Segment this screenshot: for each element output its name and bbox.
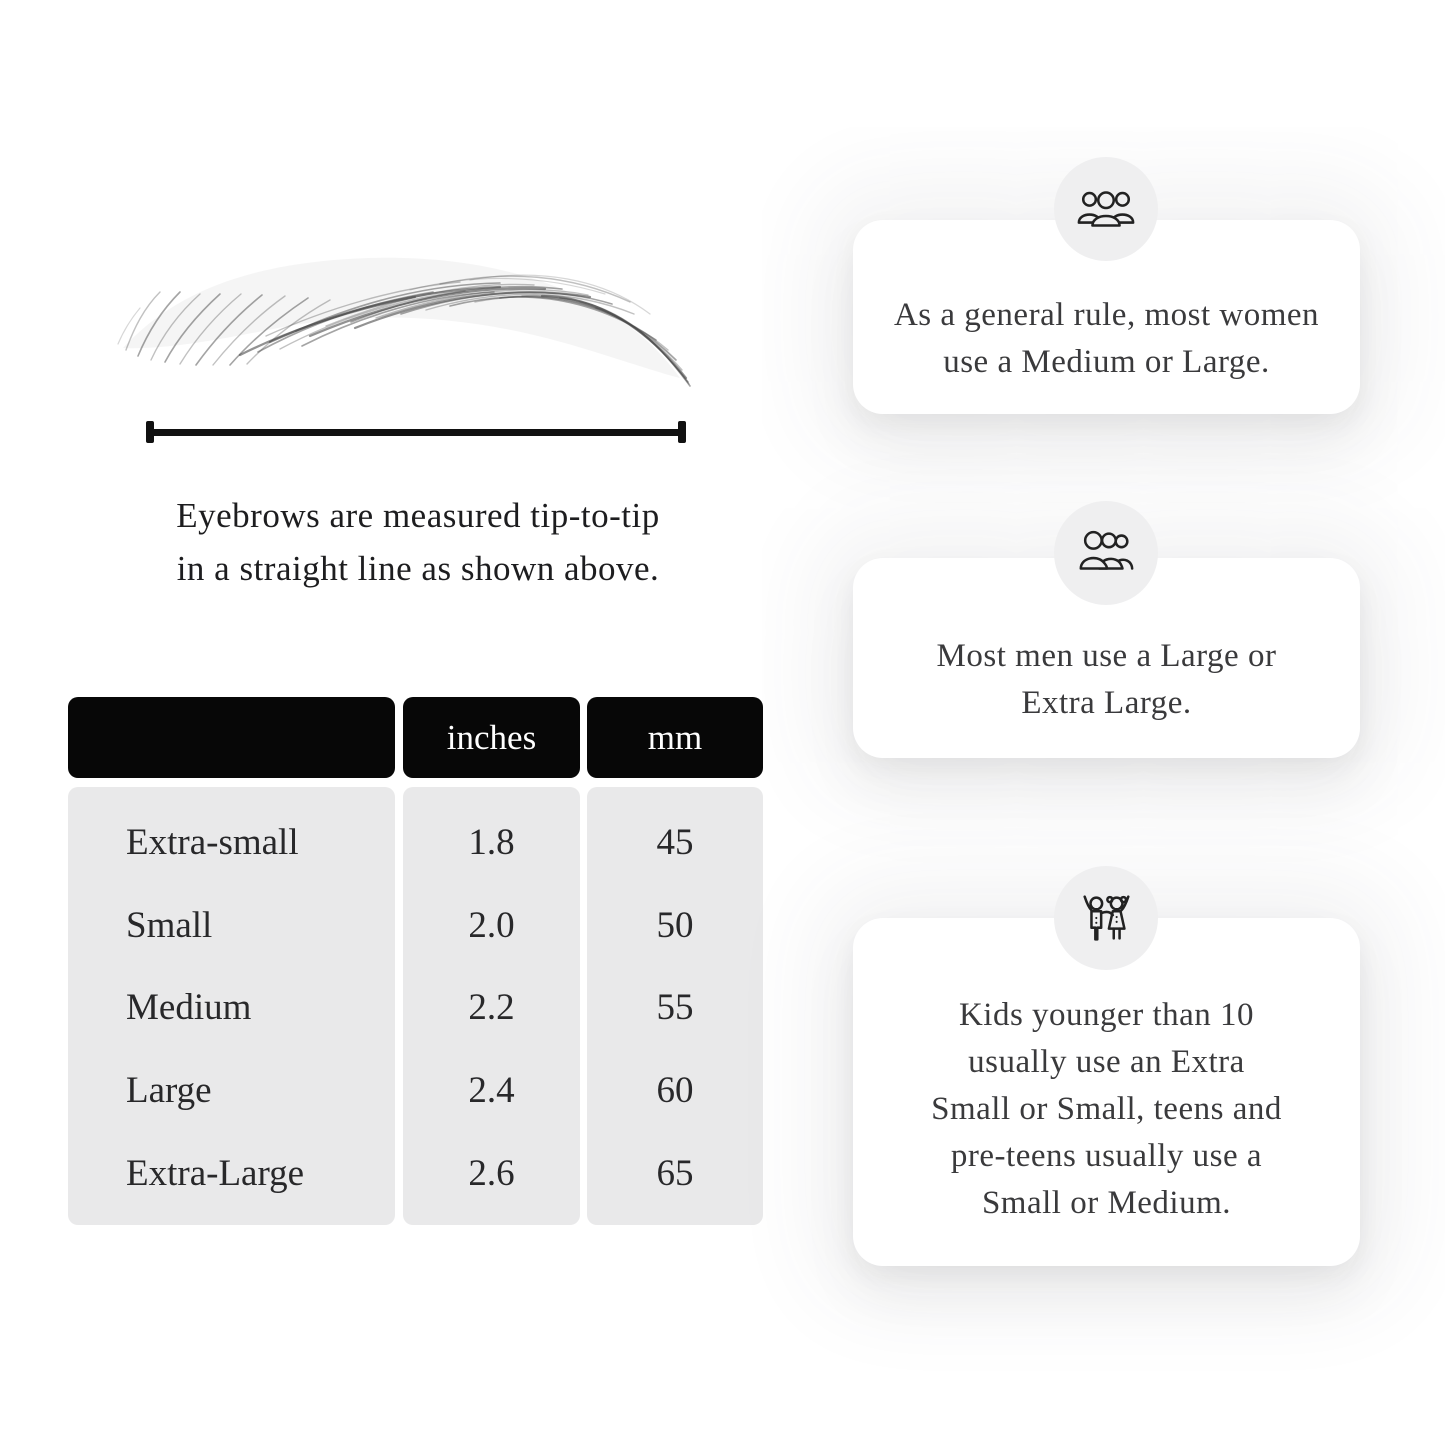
- table-cell-size: Medium: [126, 987, 252, 1029]
- table-header-inches: [403, 697, 580, 778]
- table-column-inches: [403, 787, 580, 1225]
- table-header-mm: [587, 697, 763, 778]
- table-cell-inches: 1.8: [468, 821, 515, 863]
- card-kids-line-3: Small or Small, teens and: [931, 1090, 1282, 1127]
- men-group-icon: [1075, 524, 1137, 582]
- table-cell-mm: 60: [656, 1070, 694, 1112]
- card-men-line-1: Most men use a Large or: [936, 638, 1277, 674]
- eyebrow-illustration: [108, 228, 698, 398]
- card-icon-circle-men: [1054, 501, 1158, 605]
- card-women-line-2: use a Medium or Large.: [943, 344, 1270, 380]
- caption-line-1: Eyebrows are measured tip-to-tip: [176, 496, 660, 535]
- kids-icon: [1075, 889, 1137, 947]
- card-icon-circle-women: [1054, 157, 1158, 261]
- card-text-men: [937, 589, 1277, 727]
- table-cell-inches: 2.0: [468, 904, 515, 946]
- card-women-line-1: As a general rule, most women: [893, 297, 1320, 333]
- table-column-mm: [587, 787, 763, 1225]
- card-icon-circle-kids: [1054, 866, 1158, 970]
- table-cell-inches: 2.6: [468, 1153, 515, 1195]
- card-text-kids: [931, 958, 1282, 1227]
- measure-endcap-right: [678, 421, 686, 443]
- card-text-women: [894, 248, 1319, 386]
- measure-bar: [148, 429, 684, 436]
- table-cell-inches: 2.2: [468, 987, 515, 1029]
- card-kids-line-5: Small or Medium.: [981, 1184, 1232, 1221]
- table-cell-mm: 50: [656, 904, 694, 946]
- table-cell-size: Extra-Large: [126, 1153, 305, 1195]
- caption-line-2: in a straight line as shown above.: [176, 549, 660, 588]
- table-column-size-labels: [68, 787, 395, 1225]
- table-cell-size: Large: [126, 1070, 212, 1112]
- table-cell-mm: 65: [656, 1153, 694, 1195]
- table-header-size: [68, 697, 395, 778]
- women-group-icon: [1075, 180, 1137, 238]
- measurement-caption: [96, 489, 740, 595]
- table-cell-mm: 45: [656, 821, 694, 863]
- info-card-kids: [853, 918, 1360, 1266]
- card-kids-line-1: Kids younger than 10: [958, 996, 1255, 1033]
- table-cell-mm: 55: [656, 987, 694, 1029]
- measurement-line: [146, 421, 686, 443]
- card-kids-line-4: pre-teens usually use a: [950, 1137, 1263, 1174]
- card-men-line-2: Extra Large.: [1021, 685, 1192, 721]
- table-header-mm-label: mm: [647, 717, 703, 757]
- table-header-inches-label: inches: [446, 717, 537, 757]
- table-cell-size: Small: [126, 904, 213, 946]
- table-cell-inches: 2.4: [468, 1070, 515, 1112]
- card-kids-line-2: usually use an Extra: [968, 1043, 1245, 1080]
- table-cell-size: Extra-small: [126, 821, 299, 863]
